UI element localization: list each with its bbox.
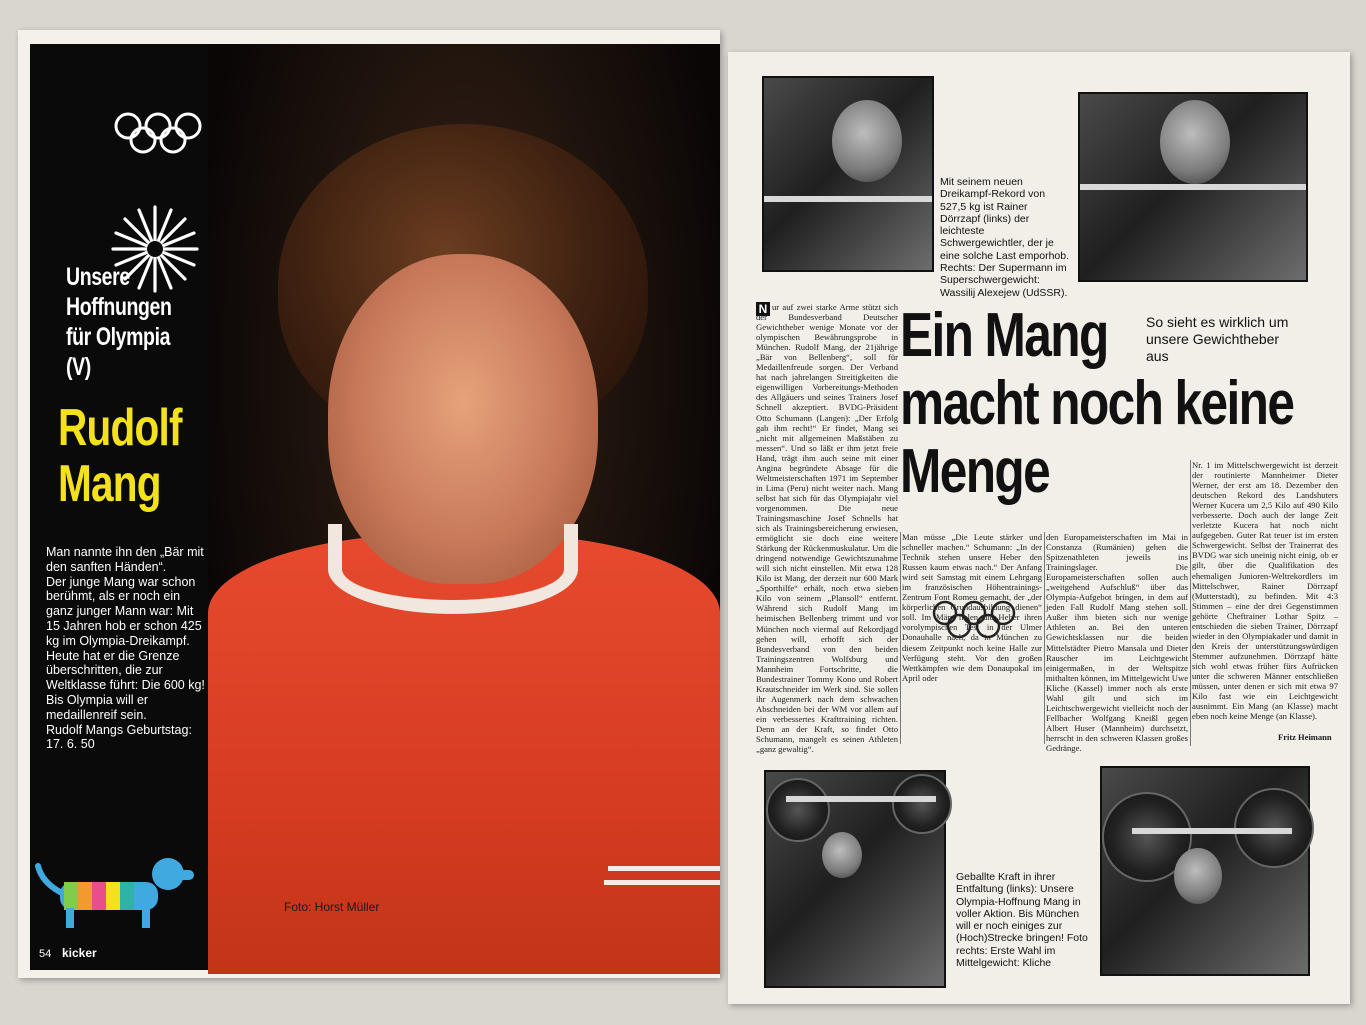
headline-line: Menge: [900, 437, 1050, 506]
article-text: Nr. 1 im Mittelschwergewicht ist derzeit der routinierte Mannheimer Dieter Werner, der erst am 18. Dezember den deutschen Rekord des Landshuters Werner Kucera um 2,5 Kilo auf 490 Kilo verbesserte. Doch auch der lange Zeit verletzte Kucera hat noch nicht aufgegeben. Guter Rat teuer ist im ersten Schwergewicht. Selbst der Trainerrat des BVDG war sich uneinig nicht einig, ob er gilt, über die Qualifikation des ehemaligen Junioren-Weltrekordlers im Mittelschwer, Rainer Dörrzapf (Mutterstadt), zu befinden. Mit 4:3 Stimmen – eine der drei Gegenstimmen gehörte Cheftrainer Lothar Spitz – entschieden die sieben Trainer, Dörrzapf wieder in den Olympiakader und damit in den Kreis der unterstützungswürdigen Stemmer aufzunehmen. Dörrzapf hätte sich wohl etwas früher fürs Aufrücken unter die schweren Männer entschließen müssen, unter denen er sich mit etwa 97 Kilo fast wie ein Leichtgewicht ausnimmt. Ein Mang (an Klasse) macht eben noch keine Menge (an Klasse).: [1192, 460, 1338, 722]
shirt-stripe: [604, 880, 720, 885]
intro-text: [46, 545, 206, 752]
intro-paragraph: Man nannte ihn den „Bär mit den sanften Händen“.: [46, 545, 204, 574]
article-author: Fritz Heimann: [1278, 732, 1332, 742]
athlete-name: [58, 399, 182, 513]
drop-cap: N: [756, 302, 770, 316]
headline-line: macht noch keine: [900, 369, 1294, 438]
column-rule: [1044, 532, 1045, 744]
series-title: Unsere Hoffnungen für Olympia (V): [66, 263, 172, 381]
page-number: 54: [39, 948, 52, 960]
photo-mang-lifting: [764, 770, 946, 988]
athlete-first-name: Rudolf: [58, 399, 182, 457]
photo-alexejew: [1078, 92, 1308, 282]
article-subheadline: So sieht es wirklich um unsere Gewichtheber aus: [1146, 314, 1289, 364]
photo-caption-bottom: Geballte Kraft in ihrer Entfaltung (links): Unsere Olympia-Hoffnung Mang in voller Aktion. Bis München will er noch einiges zur (Hoch)Strecke bringen! Foto rechts: Erste Wahl im Mittelgewicht: Kliche: [956, 871, 1088, 970]
article-column-4: [1192, 460, 1338, 746]
photo-caption-top: Mit seinem neuen Dreikampf-Rekord von 527,5 kg ist Rainer Dörrzapf (links) der leichteste Schwergewichtler, der je eine solche Last emporhob. Rechts: Der Supermann im Superschwergewicht: Wassilij Alexejew (UdSSR).: [940, 176, 1069, 299]
portrait-photo: [208, 44, 720, 970]
column-rule: [900, 532, 901, 744]
olympic-rings-icon: [930, 598, 1018, 642]
olympic-rings-icon: [112, 110, 204, 158]
article-text: Man müsse „Die Leute stärker und schneller machen.“ Schumann: „In der Technik stehen unsere Heber den Russen kaum etwas nach.“ Der Anfang wird seit Samstag mit einem Lehrgang im französischen Höhentrainings-Zentrum Font Romeu gemacht, der „der körperlichen Grundausbildung dienen“ soll. Im März holen die Heber ihren vorolympischen Test in der Ulmer Donauhalle nach, da in München zu diesem Zeitpunkt noch keine Halle zur Verfügung steht. Vor den großen Wettkämpfen wie dem Donaupokal im April oder: [902, 532, 1042, 683]
article-text: ur auf zwei starke Arme stützt sich der Bundesverband Deutscher Gewichtheber wenige Monate vor der olympischen Bewährungsprobe in München. Rudolf Mang, der 21jährige „Bär von Bellenberg“, soll für Medaillenfreude sorgen. Der Verband hat nach jahrelangen Streitigkeiten die eigenwilligen Vorbereitungs-Methoden des Allgäuers und seines Trainers Josef Schnell akzeptiert. BVDG-Präsident Otto Schumann (Langen): „Der Erfolg gab ihm recht!“ Er findet, Mang sei „nicht mit allgemeinen Maßstäben zu messen“. Und so läßt er ihm jetzt freie Hand, trägt ihm auch seine mit einer Angina begründete Absage für die Weltmeisterschaften 1971 im September in Lima (Peru) nicht weiter nach. Mang selbst hat sich für das Olympiajahr viel vorgenommen. Die neue Trainingsmaschine Josef Schnells hat sich als Trainingsbereicherung erwiesen, ermöglicht sie doch eine weitere Stärkung der Rückenmuskulatur. Um die dringend notwendige Gewichtszunahme will sich nicht einstellen. Mit etwa 128 Kilo ist Mang, der derzeit nur 600 Mark „Sporthilfe“ erhält, noch etwa sieben Kilo von seinem „Plansoll“ entfernt. Während sich Rudolf Mang im heimischen Bellenberg trimmt und vor München noch viermal auf Rekordjagd gehen will, erhofft sich der Bundesverband von den beiden Trainingszentren Wolfsburg und Mannheim Fortschritte, die Bundestrainer Tommy Kono und Robert Krautschneider im Werk sind. Sie sollen ihr Augenmerk nach dem schwachen Abschneiden bei der WM vor allem auf ein verbessertes Krafttraining richten. Denn an der Kraft, so findet Otto Schumann, mangelt es seinen Athleten „ganz gewaltig“.: [756, 302, 898, 755]
intro-paragraph: Heute hat er die Grenze überschritten, die zur Weltklasse führt: Die 600 kg!: [46, 648, 205, 693]
headline-line: Ein Mang: [900, 301, 1108, 370]
photo-doerrzapf: [762, 76, 934, 272]
article-column-3: [1046, 532, 1189, 753]
intro-paragraph: Rudolf Mangs Geburtstag: 17. 6. 50: [46, 722, 192, 752]
photo-kliche-lifting: [1100, 766, 1310, 976]
shirt-stripe: [608, 866, 720, 871]
waldi-mascot-icon: [34, 852, 196, 932]
article-column-1: [756, 302, 898, 755]
portrait-collar: [328, 524, 578, 614]
athlete-last-name: Mang: [58, 455, 161, 513]
article-text: den Europameisterschaften im Mai in Constanza (Rumänien) gehen die Spitzenathleten jeweils ins Trainingslager. Die Europameisterschaften sollen auch „weitgehend Aufschluß“ über das Olympia-Aufgebot bringen, in dem auf jeden Fall Rudolf Mang stehen soll. Außer ihm bieten sich nur wenige Athleten an. Bei den unteren Gewichtsklassen nur die beiden Mittelstädter Pietro Mansala und Dieter Rauscher im Leichtgewicht einigermaßen, in der Weltspitze mithalten können, im Mittelgewicht Uwe Kliche (Kassel) immer noch als erste Wahl gilt und sich im Leichtschwergewicht vielleicht noch der Fellbacher Wolfgang Kneißl gegen Albert Huser (Mannheim) durchsetzt, herrscht in den schweren Klassen großes Gedränge.: [1046, 532, 1189, 753]
column-rule: [1190, 460, 1191, 746]
intro-paragraph: Der junge Mang war schon berühmt, als er noch ein ganz junger Mann war: Mit 15 Jahren hob er schon 425 kg im Olympia-Dreikampf.: [46, 574, 202, 648]
magazine-brand: kicker: [62, 946, 97, 960]
intro-paragraph: Bis Olympia will er medaillenreif sein.: [46, 692, 149, 722]
photo-credit: Foto: Horst Müller: [284, 900, 380, 914]
